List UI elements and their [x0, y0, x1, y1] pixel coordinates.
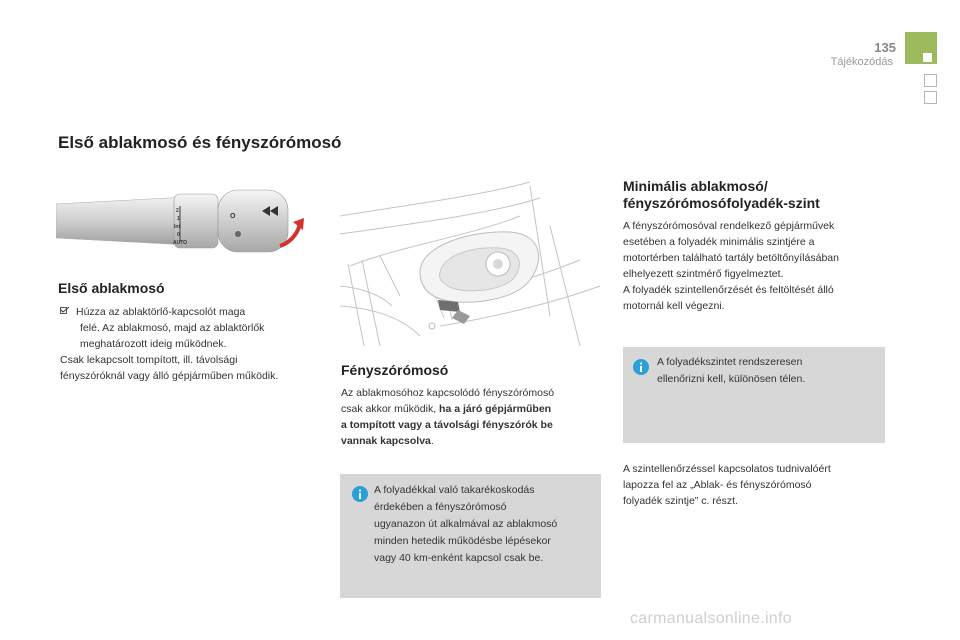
info-icon [633, 359, 649, 375]
right-body-line-6: motornál kell végezni. [623, 300, 725, 312]
right-reference [623, 461, 893, 509]
section-name: Tájékozódás [830, 56, 893, 68]
right-body [623, 218, 893, 314]
left-bullet [60, 304, 320, 352]
right-note-line-1: A folyadékszintet rendszeresen [657, 356, 803, 368]
right-ref-line-3: folyadék szintje” c. részt. [623, 495, 738, 507]
middle-line-4-bold: vannak kapcsolva [341, 435, 431, 447]
stalk-label-1: 1 [177, 216, 180, 222]
middle-note-text [374, 482, 596, 567]
middle-line-2-bold: ha a járó gépjárműben [439, 403, 552, 415]
headlamp-washer-illustration [340, 176, 608, 348]
stalk-label-o: O [230, 213, 236, 220]
right-heading [623, 178, 820, 212]
middle-note-line-4: minden hetedik működésbe lépésekor [374, 535, 551, 547]
info-icon [352, 486, 368, 502]
right-body-line-2: esetében a folyadék minimális szintjére a [623, 236, 815, 248]
stalk-label-auto: AUTO [173, 240, 188, 246]
right-body-line-3: motortérben található tartály betöltőnyílásában [623, 252, 839, 264]
right-body-line-1: A fényszórómosóval rendelkező gépjárművek [623, 220, 835, 232]
stalk-label-0: 0 [177, 232, 180, 238]
left-body-line-1: Csak lekapcsolt tompított, ill. távolsági [60, 354, 238, 366]
middle-note-line-3: ugyanazon út alkalmával az ablakmosó [374, 518, 558, 530]
right-body-line-5: A folyadék szintellenőrzését és feltöltését álló [623, 284, 834, 296]
middle-line-3-bold: a tompított vagy a távolsági fényszórók be [341, 419, 553, 431]
right-note-line-2: ellenőrizni kell, különösen télen. [657, 373, 806, 385]
middle-line-2-plain: csak akkor működik, [341, 403, 440, 415]
right-note-box [623, 347, 885, 443]
left-bullet-line-3: meghatározott ideig működnek. [80, 338, 227, 350]
middle-note-line-2: érdekében a fényszórómosó [374, 501, 507, 513]
page-title: Első ablakmosó és fényszórómosó [58, 133, 342, 152]
left-bullet-line-1: Húzza az ablaktörlő-kapcsolót maga [76, 306, 246, 318]
right-body-line-4: elhelyezett szintmérő figyelmeztet. [623, 268, 784, 280]
page-number: 135 [874, 40, 896, 55]
watermark: carmanualsonline.info [630, 610, 792, 627]
middle-note-box [340, 474, 601, 598]
middle-line-4-tail: . [430, 435, 434, 447]
section-tab-empty [924, 91, 937, 104]
stalk-label-2: 2 [176, 208, 179, 214]
middle-body [341, 385, 611, 449]
section-tab-active [905, 32, 937, 64]
left-bullet-line-2: felé. Az ablakmosó, majd az ablaktörlők [80, 322, 265, 334]
right-ref-line-1: A szintellenőrzéssel kapcsolatos tudnivalóért [623, 463, 831, 475]
right-ref-line-2: lapozza fel az „Ablak- és fényszórómosó [623, 479, 812, 491]
middle-heading: Fényszórómosó [341, 362, 449, 378]
middle-line-1: Az ablakmosóhoz kapcsolódó fényszórómosó [341, 387, 555, 399]
section-tab-empty [924, 74, 937, 87]
left-body-line-2: fényszóróknál vagy álló gépjárműben működik. [60, 370, 279, 382]
right-heading-line-2: fényszórómosófolyadék-szint [623, 195, 820, 211]
stalk-label-int: Int [174, 224, 181, 230]
tab-marker-icon [923, 53, 932, 62]
wiper-stalk-illustration [56, 184, 312, 258]
left-body [60, 352, 330, 384]
middle-note-line-1: A folyadékkal való takarékoskodás [374, 484, 535, 496]
right-note-text [657, 354, 879, 388]
right-heading-line-1: Minimális ablakmosó/ [623, 178, 768, 194]
left-heading: Első ablakmosó [58, 280, 165, 296]
checkbox-bullet-icon [60, 304, 70, 312]
middle-note-line-5: vagy 40 km-enként kapcsol csak be. [374, 552, 544, 564]
